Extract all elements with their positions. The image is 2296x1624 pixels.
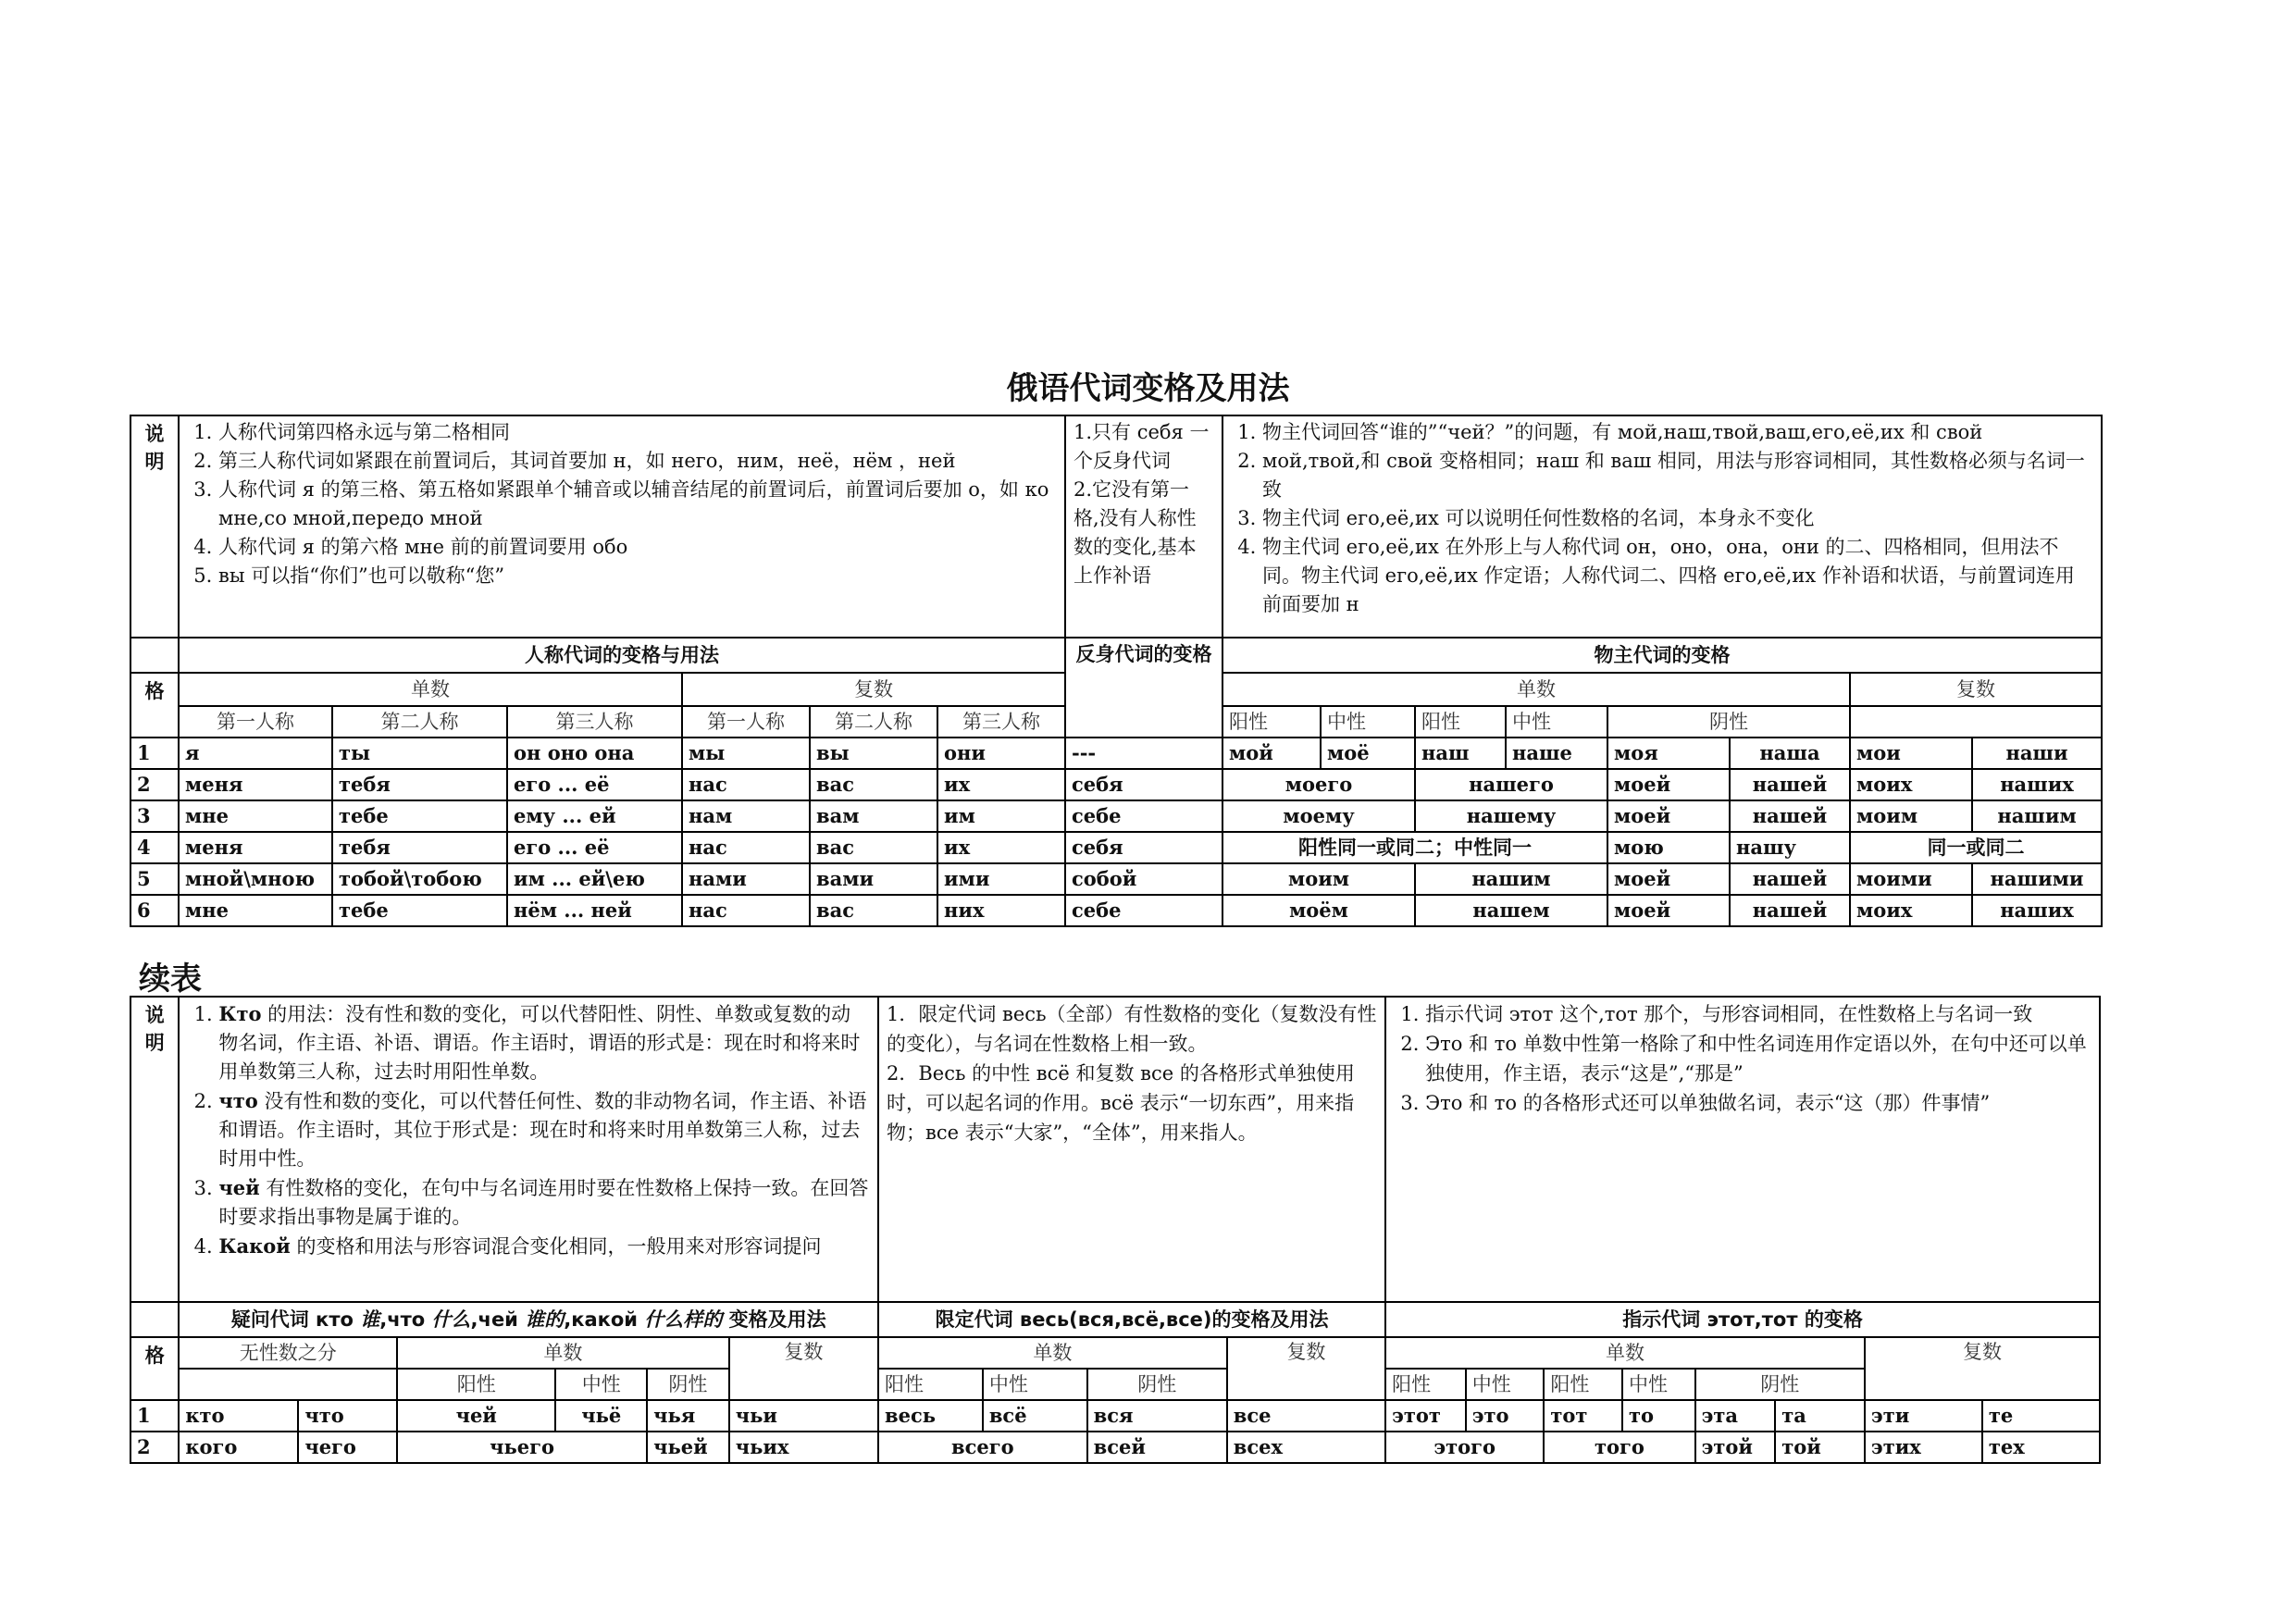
pronoun-form: чьего: [397, 1432, 647, 1463]
possessive-form: нашего: [1415, 769, 1607, 800]
section-text: 疑问代词 кто: [230, 1308, 361, 1331]
third-person-header: 第三人称: [937, 706, 1065, 738]
pronoun-form: чей: [397, 1400, 555, 1432]
pronoun-form: меня: [179, 832, 332, 863]
singular-header: 单数: [397, 1337, 729, 1369]
pronoun-form: этот: [1385, 1400, 1466, 1432]
table-row: [130, 863, 2102, 895]
blank-cell: [130, 1302, 179, 1337]
pronoun-form: вами: [810, 863, 937, 895]
pronoun-form: это: [1466, 1400, 1545, 1432]
continued-label: 续表: [139, 961, 202, 998]
feminine-header: 阴性: [1607, 706, 1850, 738]
keyword: Какой: [218, 1234, 291, 1258]
masculine-header: 阳性: [878, 1369, 983, 1400]
note-text: 没有性和数的变化，可以代替任何性、数的非动物名词，作主语、补语和谓语。作主语时，其位于形式是：现在时和将来时用单数第三人称，过去时用中性。: [218, 1090, 867, 1170]
possessive-form: мою: [1607, 832, 1730, 863]
reflexive-notes: [1065, 415, 1222, 638]
pronoun-form: нас: [682, 769, 810, 800]
reflexive-form: себе: [1065, 800, 1222, 832]
pronoun-form: всего: [878, 1432, 1087, 1463]
interrogative-notes: [179, 997, 878, 1302]
pronoun-form: эта: [1695, 1400, 1776, 1432]
pronoun-form: ему ... ей: [507, 800, 682, 832]
pronoun-declension-table-continued: [130, 996, 2101, 1464]
note-item: 1.只有 себя 一个反身代词: [1074, 421, 1210, 472]
pronoun-form: им: [937, 800, 1065, 832]
section-gloss: 谁: [360, 1308, 380, 1331]
masculine-header: 阳性: [1415, 706, 1506, 738]
note-item: 3. 人称代词 я 的第三格、第五格如紧跟单个辅音或以辅音结尾的前置词后，前置词后要加 о，如 ко мне,со мной,передо мной: [218, 476, 1057, 533]
possessive-form: моей: [1607, 863, 1730, 895]
possessive-form: моих: [1850, 895, 1972, 926]
section-gloss: 什么: [431, 1308, 471, 1331]
possessive-form: нашим: [1415, 863, 1607, 895]
neuter-header: 中性: [1466, 1369, 1545, 1400]
singular-header: 单数: [179, 673, 682, 706]
case-number: 4: [130, 832, 179, 863]
pronoun-form: его ... её: [507, 769, 682, 800]
pronoun-form: все: [1227, 1400, 1385, 1432]
pronoun-form: вы: [810, 738, 937, 769]
pronoun-form: всех: [1227, 1432, 1385, 1463]
pronoun-form: их: [937, 832, 1065, 863]
table-row: [130, 800, 2102, 832]
pronoun-form: этих: [1865, 1432, 1982, 1463]
reflexive-form: себя: [1065, 769, 1222, 800]
pronoun-form: вас: [810, 832, 937, 863]
case-number: 2: [130, 1432, 179, 1463]
pronoun-form: их: [937, 769, 1065, 800]
possessive-form: наши: [1972, 738, 2102, 769]
pronoun-form: вас: [810, 895, 937, 926]
case-label: 格: [130, 673, 179, 738]
masculine-header: 阳性: [1385, 1369, 1466, 1400]
keyword: чей: [218, 1176, 260, 1199]
blank-cell: [1850, 706, 2102, 738]
masculine-header: 阳性: [1222, 706, 1321, 738]
reflexive-form: себе: [1065, 895, 1222, 926]
pronoun-form: нам: [682, 800, 810, 832]
section-text: ,что: [379, 1308, 432, 1331]
possessive-form: нашему: [1415, 800, 1607, 832]
case-number: 1: [130, 1400, 179, 1432]
pronoun-form: мной\мною: [179, 863, 332, 895]
pronoun-form: чего: [298, 1432, 397, 1463]
section-text: ,чей: [470, 1308, 526, 1331]
possessive-form: наших: [1972, 895, 2102, 926]
note-item: 1．限定代词 весь（全部）有性数格的变化（复数没有性的变化），与名词在性数格上相一致。: [887, 1003, 1377, 1055]
possessive-notes: [1222, 415, 2102, 638]
possessive-form: моём: [1222, 895, 1415, 926]
possessive-form: моё: [1321, 738, 1415, 769]
section-personal: 人称代词的变格与用法: [179, 638, 1065, 673]
pronoun-form: то: [1622, 1400, 1695, 1432]
possessive-form: нашей: [1730, 800, 1850, 832]
note-item: 4. 物主代词 его,её,их 在外形上与人称代词 он，оно，она，они 的二、四格相同，但用法不同。物主代词 его,её,их 作定语；人称代词二、四格 его,её,их 作补语和状语，与前置词连用前面要加 н: [1262, 533, 2093, 619]
blank-cell: [130, 638, 179, 673]
pronoun-form: вам: [810, 800, 937, 832]
pronoun-form: тебя: [332, 769, 507, 800]
singular-header: 单数: [878, 1337, 1227, 1369]
neuter-header: 中性: [1321, 706, 1415, 738]
note-item: 1. 人称代词第四格永远与第二格相同: [218, 418, 1057, 447]
case-number: 3: [130, 800, 179, 832]
pronoun-form: тот: [1544, 1400, 1622, 1432]
pronoun-form: вас: [810, 769, 937, 800]
plural-header: 复数: [682, 673, 1065, 706]
second-person-header: 第二人称: [332, 706, 507, 738]
table-row: [130, 1432, 2100, 1463]
table-row: [130, 832, 2102, 863]
keyword: Кто: [218, 1002, 262, 1025]
pronoun-form: те: [1982, 1400, 2100, 1432]
pronoun-form: чьих: [729, 1432, 878, 1463]
possessive-form: наша: [1730, 738, 1850, 769]
plural-header: 复数: [729, 1337, 878, 1400]
note-item: 1. 指示代词 этот 这个,тот 那个，与形容词相同，在性数格上与名词一致: [1425, 999, 2091, 1029]
pronoun-form: та: [1775, 1400, 1865, 1432]
possessive-form: нашими: [1972, 863, 2102, 895]
masculine-header: 阳性: [397, 1369, 555, 1400]
feminine-header: 阴性: [1695, 1369, 1865, 1400]
note-label: 说明: [130, 415, 179, 638]
pronoun-form: всей: [1087, 1432, 1227, 1463]
possessive-form: моему: [1222, 800, 1415, 832]
pronoun-form: я: [179, 738, 332, 769]
pronoun-form: тебе: [332, 895, 507, 926]
first-person-header: 第一人称: [179, 706, 332, 738]
note-item: 1. 物主代词回答“谁的”“чей？”的问题，有 мой,наш,твой,ваш,его,её,их 和 свой: [1262, 418, 2093, 447]
possessive-form: моего: [1222, 769, 1415, 800]
section-reflexive: 反身代词的变格: [1065, 638, 1222, 738]
note-text: 的用法：没有性和数的变化，可以代替阳性、阴性、单数或复数的动物名词，作主语、补语、谓语。作主语时，谓语的形式是：现在时和将来时用单数第三人称，过去时用阳性单数。: [218, 1003, 861, 1083]
neuter-header: 中性: [1506, 706, 1607, 738]
section-text: ,какой: [564, 1308, 645, 1331]
note-item: [218, 1086, 870, 1173]
note-item: [218, 1232, 870, 1261]
pronoun-form: чьей: [647, 1432, 729, 1463]
feminine-header: 阴性: [1087, 1369, 1227, 1400]
plural-header: 复数: [1865, 1337, 2100, 1400]
neuter-header: 中性: [555, 1369, 647, 1400]
possessive-form: моими: [1850, 863, 1972, 895]
case-label: 格: [130, 1337, 179, 1400]
possessive-accusative-rule: 阳性同一或同二；中性同一: [1222, 832, 1607, 863]
plural-header: 复数: [1850, 673, 2102, 706]
note-item: 2. 第三人称代词如紧跟在前置词后，其词首要加 н，如 него，ним，неё，нём ，ней: [218, 447, 1057, 476]
definite-notes: [878, 997, 1385, 1302]
pronoun-form: кого: [179, 1432, 298, 1463]
pronoun-declension-table: [130, 415, 2103, 927]
possessive-accusative-rule: 同一或同二: [1850, 832, 2102, 863]
possessive-form: нашем: [1415, 895, 1607, 926]
pronoun-form: ты: [332, 738, 507, 769]
pronoun-form: этой: [1695, 1432, 1776, 1463]
section-possessive: 物主代词的变格: [1222, 638, 2102, 673]
possessive-form: нашим: [1972, 800, 2102, 832]
case-number: 5: [130, 863, 179, 895]
pronoun-form: мне: [179, 800, 332, 832]
possessive-form: нашей: [1730, 863, 1850, 895]
table-row: [130, 738, 2102, 769]
possessive-form: моей: [1607, 895, 1730, 926]
case-number: 6: [130, 895, 179, 926]
pronoun-form: этого: [1385, 1432, 1544, 1463]
singular-header: 单数: [1385, 1337, 1865, 1369]
note-item: [218, 1173, 870, 1232]
pronoun-form: чья: [647, 1400, 729, 1432]
note-text: 有性数格的变化，在句中与名词连用时要在性数格上保持一致。在回答时要求指出事物是属于谁的。: [218, 1177, 869, 1228]
note-item: 3. 物主代词 его,её,их 可以说明任何性数格的名词，本身永不变化: [1262, 504, 2093, 533]
section-interrogative: [179, 1302, 878, 1337]
pronoun-form: кто: [179, 1400, 298, 1432]
note-item: 2. Это 和 то 单数中性第一格除了和中性名词连用作定语以外，在句中还可以单独使用，作主语，表示“这是”,“那是”: [1425, 1029, 2091, 1088]
possessive-form: наше: [1506, 738, 1607, 769]
pronoun-form: всё: [983, 1400, 1087, 1432]
third-person-header: 第三人称: [507, 706, 682, 738]
section-definite: 限定代词 весь(вся,всё,все)的变格及用法: [878, 1302, 1385, 1337]
note-item: 5. вы 可以指“你们”也可以敬称“您”: [218, 562, 1057, 590]
note-item: 3. Это 和 то 的各格形式还可以单独做名词，表示“这（那）件事情”: [1425, 1088, 2091, 1118]
note-item: 2.它没有第一格,没有人称性数的变化,基本上作补语: [1074, 478, 1197, 587]
blank-cell: [179, 1369, 397, 1400]
pronoun-form: что: [298, 1400, 397, 1432]
table-row: [130, 1400, 2100, 1432]
pronoun-form: того: [1544, 1432, 1694, 1463]
pronoun-form: весь: [878, 1400, 983, 1432]
possessive-form: наших: [1972, 769, 2102, 800]
no-gender-header: 无性数之分: [179, 1337, 397, 1369]
pronoun-form: эти: [1865, 1400, 1982, 1432]
pronoun-form: им ... ей\ею: [507, 863, 682, 895]
neuter-header: 中性: [983, 1369, 1087, 1400]
masculine-header: 阳性: [1544, 1369, 1622, 1400]
note-item: 4. 人称代词 я 的第六格 мне 前的前置词要用 обо: [218, 533, 1057, 562]
section-text: 变格及用法: [722, 1308, 826, 1331]
pronoun-form: они: [937, 738, 1065, 769]
pronoun-form: он оно она: [507, 738, 682, 769]
pronoun-form: той: [1775, 1432, 1865, 1463]
pronoun-form: нами: [682, 863, 810, 895]
pronoun-form: нас: [682, 895, 810, 926]
pronoun-form: ими: [937, 863, 1065, 895]
note-item: 2. мой,твой,和 свой 变格相同；наш 和 ваш 相同，用法与形容词相同，其性数格必须与名词一致: [1262, 447, 2093, 504]
neuter-header: 中性: [1622, 1369, 1695, 1400]
possessive-form: мой: [1222, 738, 1321, 769]
case-number: 2: [130, 769, 179, 800]
note-item: [218, 999, 870, 1086]
pronoun-form: тебе: [332, 800, 507, 832]
pronoun-form: мы: [682, 738, 810, 769]
table-row: [130, 895, 2102, 926]
pronoun-form: нём ... ней: [507, 895, 682, 926]
possessive-form: нашей: [1730, 769, 1850, 800]
keyword: что: [218, 1089, 258, 1112]
note-text: 的变格和用法与形容词混合变化相同，一般用来对形容词提问: [290, 1235, 822, 1258]
pronoun-form: вся: [1087, 1400, 1227, 1432]
singular-header: 单数: [1222, 673, 1850, 706]
pronoun-form: его ... её: [507, 832, 682, 863]
note-label: 说明: [130, 997, 179, 1302]
possessive-form: моих: [1850, 769, 1972, 800]
section-demonstrative: 指示代词 этот,тот 的变格: [1385, 1302, 2100, 1337]
reflexive-form: себя: [1065, 832, 1222, 863]
reflexive-form: ---: [1065, 738, 1222, 769]
possessive-form: моим: [1222, 863, 1415, 895]
possessive-form: мои: [1850, 738, 1972, 769]
pronoun-form: тебя: [332, 832, 507, 863]
possessive-form: нашу: [1730, 832, 1850, 863]
pronoun-form: меня: [179, 769, 332, 800]
reflexive-form: собой: [1065, 863, 1222, 895]
case-number: 1: [130, 738, 179, 769]
pronoun-form: тех: [1982, 1432, 2100, 1463]
possessive-form: моей: [1607, 769, 1730, 800]
pronoun-form: чьи: [729, 1400, 878, 1432]
possessive-form: наш: [1415, 738, 1506, 769]
section-gloss: 谁的: [525, 1308, 565, 1331]
plural-header: 复数: [1227, 1337, 1385, 1400]
second-person-header: 第二人称: [810, 706, 937, 738]
possessive-form: моей: [1607, 800, 1730, 832]
section-gloss: 什么样的: [644, 1308, 723, 1331]
possessive-form: моим: [1850, 800, 1972, 832]
possessive-form: моя: [1607, 738, 1730, 769]
pronoun-form: чьё: [555, 1400, 647, 1432]
page-title: 俄语代词变格及用法: [1006, 370, 1290, 407]
pronoun-form: них: [937, 895, 1065, 926]
table-row: [130, 769, 2102, 800]
pronoun-form: нас: [682, 832, 810, 863]
demonstrative-notes: [1385, 997, 2100, 1302]
pronoun-form: тобой\тобою: [332, 863, 507, 895]
feminine-header: 阴性: [647, 1369, 729, 1400]
note-item: 2．Весь 的中性 всё 和复数 все 的各格形式单独使用时，可以起名词的作用。всё 表示“一切东西”，用来指物；все 表示“大家”，“全体”，用来指人。: [887, 1062, 1355, 1144]
pronoun-form: мне: [179, 895, 332, 926]
personal-notes: [179, 415, 1065, 638]
possessive-form: нашей: [1730, 895, 1850, 926]
first-person-header: 第一人称: [682, 706, 810, 738]
